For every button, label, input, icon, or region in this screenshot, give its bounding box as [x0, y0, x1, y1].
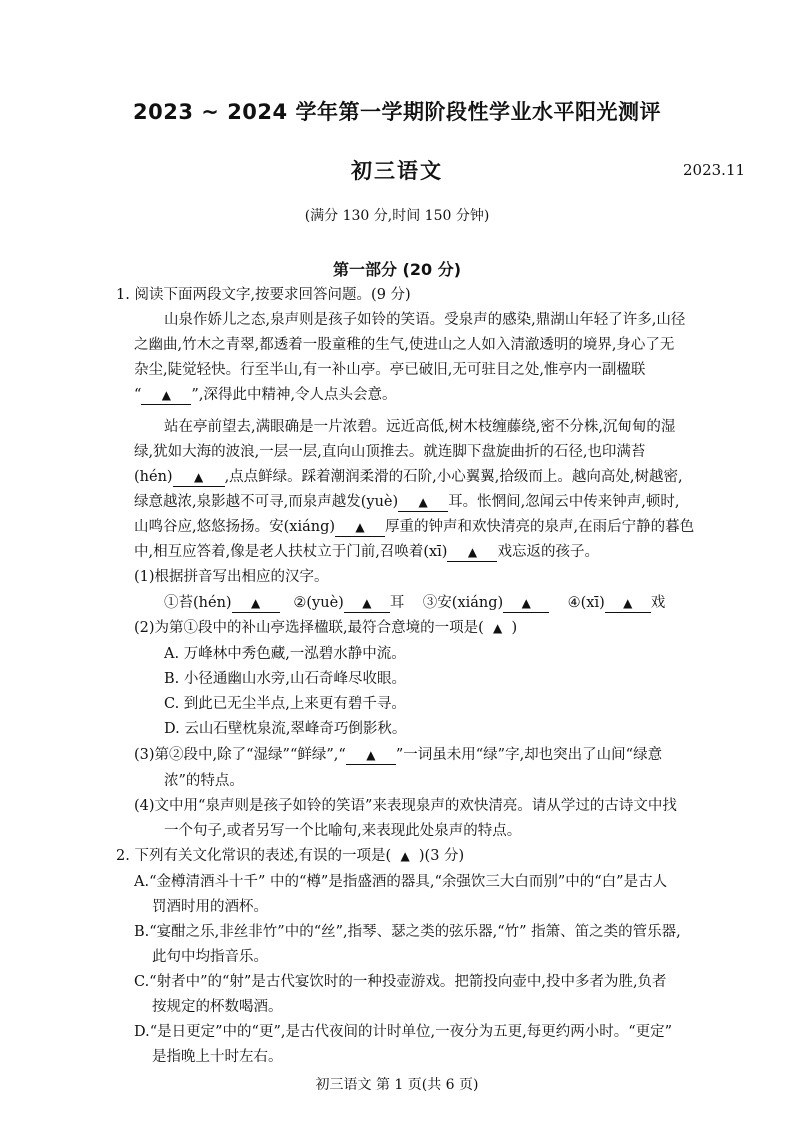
- pinyin-hen: (hén): [134, 469, 173, 485]
- q2-option-b-line1: B.“宴酣之乐,非丝非竹”中的“丝”,指琴、瑟之类的弦乐器,“竹” 指箫、笛之类的管乐器,: [134, 924, 681, 940]
- sub3-text-a: (3)第②段中,除了“湿绿”“鲜绿”,“: [134, 747, 346, 763]
- q1-p1-line3: 杂尘,陡觉轻快。行至半山,有一补山亭。亭已破旧,无可驻目之处,惟亭内一副楹联: [134, 362, 646, 378]
- sub2-option-b: B. 小径通幽山水旁,山石奇峰尽收眼。: [164, 671, 406, 687]
- sub2-option-a: A. 万峰林中秀色藏,一泓碧水静中流。: [164, 646, 406, 662]
- q1-p1-line1: 山泉作娇儿之态,泉声则是孩子如铃的笑语。受泉声的感染,鼎湖山年轻了许多,山径: [164, 312, 686, 328]
- page-footer: 初三语文 第 1 页(共 6 页): [315, 1077, 479, 1093]
- answer-triangle-mark[interactable]: ▲: [493, 621, 503, 635]
- answer-triangle-mark: ▲: [418, 495, 428, 509]
- q1-p2-line4: [134, 491, 679, 513]
- q1-p2-line6: [134, 541, 599, 563]
- answer-triangle-mark: ▲: [161, 388, 172, 402]
- q2-option-c-line1: C.“射者中”的“射”是古代宴饮时的一种投壶游戏。把箭投向壶中,投中多者为胜,负者: [134, 974, 667, 990]
- q2-option-d-line2: 是指晚上十时左右。: [152, 1049, 283, 1065]
- answer-triangle-mark: ▲: [362, 596, 372, 610]
- sub1-item-4: ④(xī): [567, 595, 605, 611]
- sub1-item-2-suffix: 耳: [389, 595, 405, 611]
- sub2-stem-close: ): [511, 620, 518, 636]
- q2-option-d-line1: D.“是日更定”中的“更”,是古代夜间的计时单位,一夜分为五更,每更约两小时。“更定”: [134, 1024, 673, 1040]
- q1-sub3-line1: [134, 744, 662, 766]
- q1-p2-line4-text-a: 绿意越浓,泉影越不可寻,而泉声越发(yuè): [134, 494, 399, 510]
- q1-p1-line4-text: ”,深得此中精神,令人点头会意。: [191, 387, 397, 403]
- q1-p2-line3-text: ,点点鲜绿。踩着潮润柔滑的石阶,小心翼翼,拾级而上。越向高处,树越密,: [224, 469, 683, 485]
- q1-p2-line4-text-b: 耳。怅惘间,忽闻云中传来钟声,顿时,: [448, 494, 680, 510]
- sub1-blank-4[interactable]: [605, 594, 651, 613]
- q1-p2-line3: [134, 466, 683, 488]
- q1-p2-line5-text-a: 山鸣谷应,悠悠扬扬。安(xiáng): [134, 519, 336, 535]
- q1-sub1-stem: (1)根据拼音写出相应的汉字。: [134, 569, 329, 585]
- q1-p2-line6-text-b: 戏忘返的孩子。: [497, 544, 599, 560]
- sub2-option-c: C. 到此已无尘半点,上来更有碧千寻。: [164, 696, 406, 712]
- q1-sub3-line2: 浓”的特点。: [164, 773, 244, 789]
- q1-sub1-answers: [164, 592, 665, 614]
- q1-p2-line1: 站在亭前望去,满眼确是一片浓碧。远近高低,树木枝缠藤绕,密不分株,沉甸甸的湿: [164, 419, 676, 435]
- quote-open: “: [134, 387, 142, 403]
- part-one-title: 第一部分 (20 分): [332, 260, 462, 279]
- q2-option-a-line1: A.“金樽清酒斗十千” 中的“樽”是指盛酒的器具,“余强饮三大白而别”中的“白”是古人: [134, 874, 668, 890]
- answer-triangle-mark: ▲: [623, 596, 633, 610]
- q1-p2-line2: 绿,犹如大海的波浪,一层一层,直向山顶推去。就连脚下盘旋曲折的石径,也印满苔: [134, 444, 646, 460]
- answer-triangle-mark: ▲: [366, 748, 376, 762]
- couplet-blank[interactable]: [141, 386, 191, 405]
- sub3-text-b: ”一词虽未用“绿”字,却也突出了山间“绿意: [395, 747, 663, 763]
- q2-option-c-line2: 按规定的杯数喝酒。: [152, 999, 283, 1015]
- answer-triangle-mark: ▲: [355, 520, 365, 534]
- q1-sub4-line1: (4)文中用“泉声则是孩子如铃的笑语”来表现泉声的欢快清亮。请从学过的古诗文中找: [134, 798, 677, 814]
- sub2-stem-text: (2)为第①段中的补山亭选择楹联,最符合意境的一项是(: [134, 620, 484, 636]
- q1-stem: 1. 阅读下面两段文字,按要求回答问题。(9 分): [116, 287, 411, 303]
- sub1-item-2: ②(yuè): [293, 595, 344, 611]
- answer-triangle-mark: ▲: [193, 470, 204, 484]
- q1-p2-line6-text-a: 中,相互应答着,像是老人扶杖立于门前,召唤着(xī): [134, 544, 448, 560]
- q1-p2-line5-text-b: 厚重的钟声和欢快清亮的泉声,在雨后宁静的暮色: [385, 519, 695, 535]
- q1-p2-line5: [134, 516, 694, 538]
- q2-option-a-line2: 罚酒时用的酒杯。: [152, 899, 268, 915]
- q1-p1-line4: [134, 384, 397, 406]
- blank-yue[interactable]: [398, 493, 448, 512]
- q2-option-b-line2: 此句中均指音乐。: [152, 949, 268, 965]
- blank-hen[interactable]: [173, 468, 225, 487]
- q1-sub2-stem: [134, 617, 517, 639]
- answer-triangle-mark[interactable]: ▲: [400, 849, 410, 863]
- subject-title: 初三语文: [351, 159, 443, 183]
- sub1-blank-2[interactable]: [344, 594, 390, 613]
- answer-triangle-mark: ▲: [467, 545, 478, 559]
- blank-xi[interactable]: [447, 543, 497, 562]
- score-time-note: (满分 130 分,时间 150 分钟): [304, 208, 490, 224]
- q1-sub4-line2: 一个句子,或者另写一个比喻句,来表现此处泉声的特点。: [164, 823, 522, 839]
- answer-triangle-mark: ▲: [250, 596, 261, 610]
- q2-stem-text: 2. 下列有关文化常识的表述,有误的一项是(: [116, 848, 392, 864]
- exam-title: 2023 ~ 2024 学年第一学期阶段性学业水平阳光测评: [133, 100, 661, 124]
- sub1-item-4-suffix: 戏: [650, 595, 666, 611]
- answer-triangle-mark: ▲: [521, 596, 531, 610]
- sub2-option-d: D. 云山石壁枕泉流,翠峰奇巧倒影秋。: [164, 721, 407, 737]
- blank-xiang[interactable]: [335, 518, 385, 537]
- sub1-item-1: ①苔(hén): [164, 595, 232, 611]
- q2-stem-close: )(3 分): [418, 848, 465, 864]
- sub1-blank-1[interactable]: [232, 594, 280, 613]
- exam-date: 2023.11: [683, 161, 746, 179]
- q2-stem: [116, 845, 464, 867]
- sub3-blank[interactable]: [346, 746, 396, 765]
- sub1-blank-3[interactable]: [503, 594, 549, 613]
- q1-p1-line2: 之幽曲,竹木之青翠,都透着一股童稚的生气,使进山之人如入清澈透明的境界,身心了无: [134, 337, 675, 353]
- sub1-item-3: ③安(xiáng): [422, 595, 504, 611]
